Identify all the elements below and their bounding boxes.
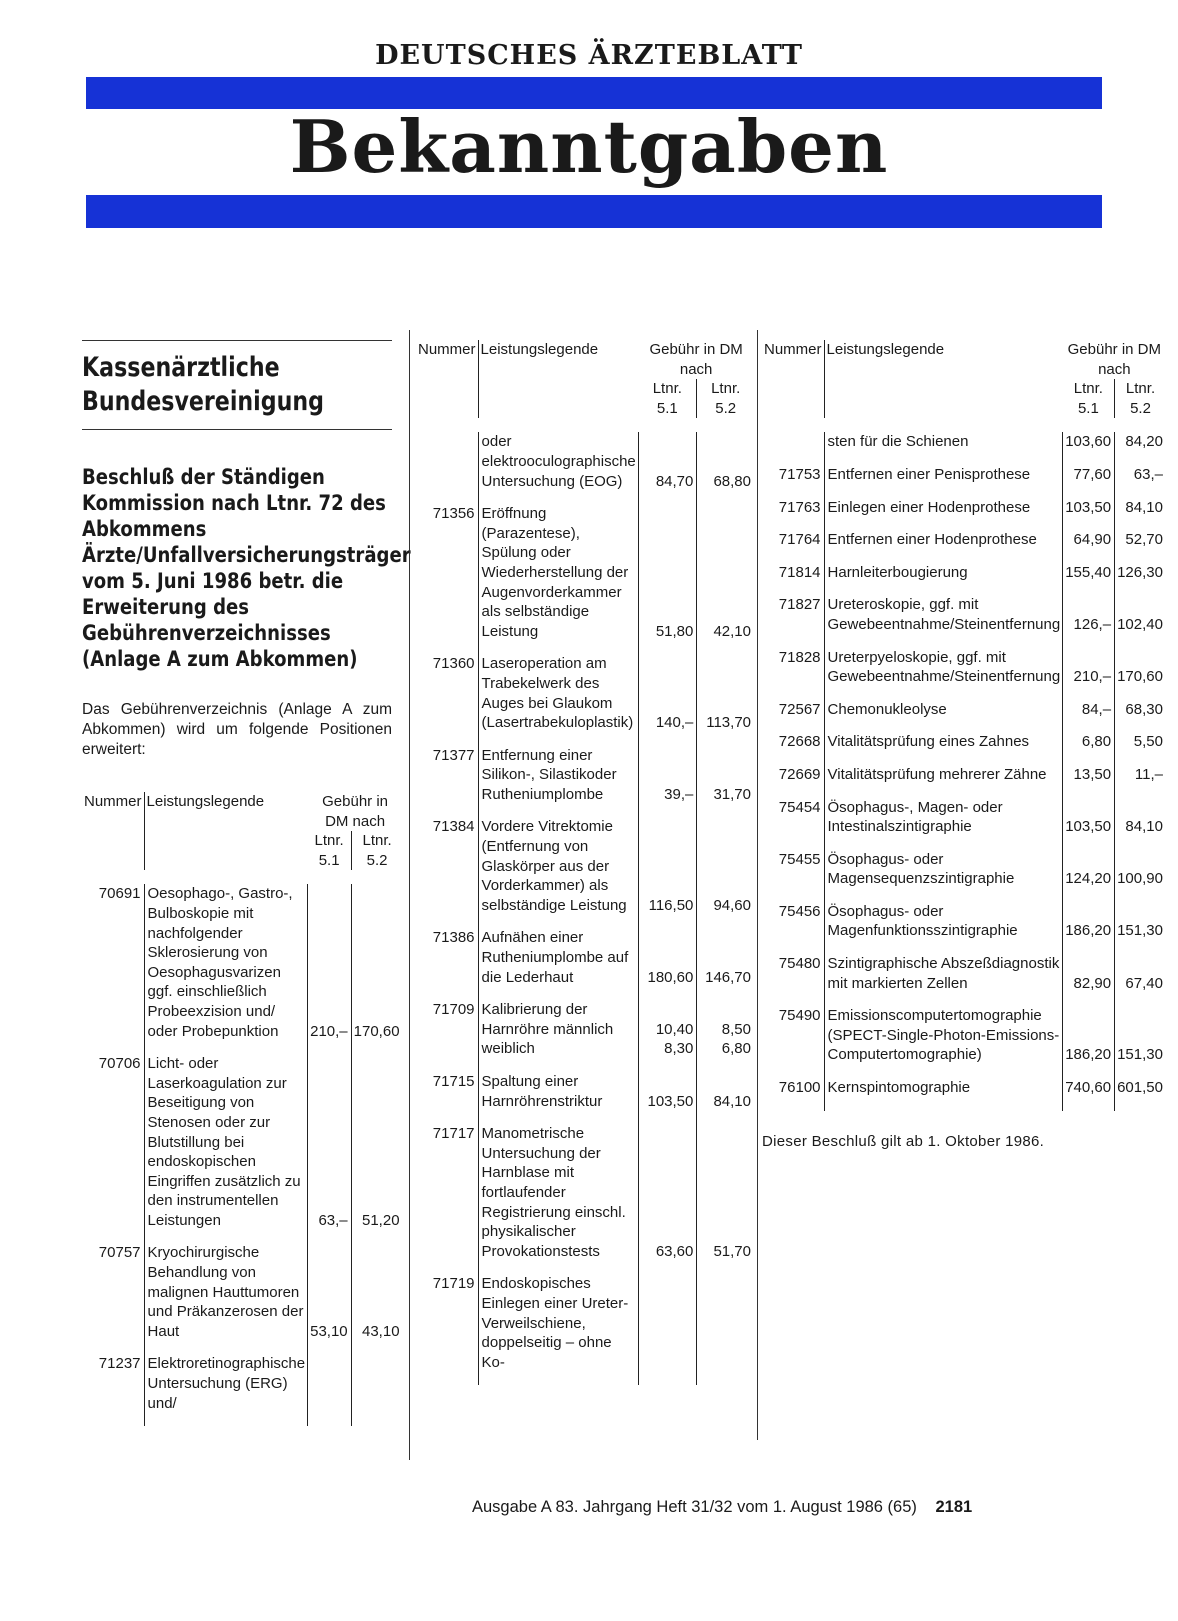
fee-value-5-1: 103,60: [1063, 432, 1115, 465]
fee-value-5-2: 113,70: [697, 654, 754, 745]
header-legend: Leistungslegende: [478, 340, 638, 418]
fee-number: 71360: [432, 655, 475, 673]
fee-value-5-1: 140,–: [638, 654, 697, 745]
fee-value-5-1: 103,50: [1063, 498, 1115, 531]
header-number: Nummer: [84, 793, 142, 810]
header-legend: Leistungslegende: [144, 792, 308, 870]
fee-legend: Entfernen einer Penisprothese: [824, 465, 1063, 498]
fee-value-5-1: 82,90: [1063, 954, 1115, 1006]
table-row: [82, 884, 403, 1054]
fee-value-5-1: 13,50: [1063, 765, 1115, 798]
fee-value-5-2: 51,20: [351, 1054, 402, 1243]
fee-legend: Entfernen einer Hodenprothese: [824, 530, 1063, 563]
fee-number: 76100: [778, 1079, 821, 1097]
header-fee: Gebühr in DM nach: [322, 793, 389, 830]
fee-number: 71753: [778, 465, 821, 483]
fee-value-5-2: 11,–: [1115, 765, 1166, 798]
fee-value-5-1: 186,20: [1063, 902, 1115, 954]
fee-value-5-2: 84,10: [697, 1072, 754, 1124]
table-row: [82, 1354, 403, 1426]
column-divider: [409, 330, 410, 1460]
fee-value-5-2: 67,40: [1115, 954, 1166, 1006]
fee-value-5-1: 124,20: [1063, 850, 1115, 902]
fee-value-5-2: 601,50: [1115, 1078, 1166, 1111]
fee-legend: oder elektrooculographische Untersuchung (EOG): [478, 432, 638, 504]
fee-legend: Vitalitätsprüfung eines Zahnes: [824, 732, 1063, 765]
fee-number: 75456: [778, 902, 821, 920]
fee-legend: Vordere Vitrektomie (Entfernung von Glaskörper aus der Vorderkammer) als selbständige Leistung: [478, 817, 638, 928]
fee-value-5-2: 126,30: [1115, 563, 1166, 596]
header-ltnr-5-2: Ltnr. 5.2: [697, 379, 754, 418]
fee-legend: Spaltung einer Harnröhrenstriktur: [478, 1072, 638, 1124]
fee-value-5-1: 740,60: [1063, 1078, 1115, 1111]
fee-table-3: [762, 340, 1166, 1111]
fee-legend: Ösophagus- oder Magensequenzszintigraphie: [824, 850, 1063, 902]
fee-legend: Manometrische Untersuchung der Harnblase mit fortlaufender Registrierung einschl. physikalischer Provokationstests: [478, 1124, 638, 1274]
fee-number: 72669: [778, 765, 821, 783]
fee-legend: Ureterpyeloskopie, ggf. mit Gewebeentnahme/Steinentfernung: [824, 648, 1063, 700]
fee-number: 71356: [432, 505, 475, 523]
header-ltnr-5-2: Ltnr. 5.2: [1115, 379, 1166, 418]
fee-legend: Vitalitätsprüfung mehrerer Zähne: [824, 765, 1063, 798]
fee-value-5-1: 84,70: [638, 432, 697, 504]
table-row: [416, 1124, 754, 1274]
fee-legend: Einlegen einer Hodenprothese: [824, 498, 1063, 531]
table-row: [416, 1274, 754, 1385]
header-ltnr-5-1: Ltnr. 5.1: [314, 832, 344, 869]
fee-legend: Kernspintomographie: [824, 1078, 1063, 1111]
fee-legend: Aufnähen einer Rutheniumplombe auf die Lederhaut: [478, 928, 638, 1000]
fee-number: 70691: [98, 885, 141, 903]
table-row: [762, 700, 1166, 733]
fee-table-2: [416, 340, 754, 1385]
divider: [82, 340, 392, 341]
header-ltnr-5-1: Ltnr. 5.1: [652, 380, 682, 417]
fee-value-5-2: 84,20: [1115, 432, 1166, 465]
fee-number: 75454: [778, 798, 821, 816]
fee-number: [762, 432, 824, 465]
table-row: [762, 595, 1166, 647]
column-divider: [757, 330, 758, 1440]
table-row: [416, 746, 754, 818]
organization-heading: Kassenärztliche Bundesvereinigung: [82, 352, 324, 417]
fee-value-5-1: 53,10: [308, 1243, 352, 1354]
fee-value-5-2: 52,70: [1115, 530, 1166, 563]
fee-table-1: [82, 792, 403, 1426]
table-row: [762, 648, 1166, 700]
fee-value-5-1: 155,40: [1063, 563, 1115, 596]
fee-number: 71763: [778, 498, 821, 516]
fee-legend: Endoskopisches Einlegen einer Ureter-Verweilschiene, doppelseitig – ohne Ko-: [478, 1274, 638, 1385]
fee-value-5-1: 210,–: [1063, 648, 1115, 700]
fee-legend: Emissionscomputertomographie (SPECT-Single-Photon-Emissions-Computertomographie): [824, 1006, 1063, 1078]
column-3: [762, 340, 1163, 1150]
fee-value-5-2: 68,30: [1115, 700, 1166, 733]
intro-text: Das Gebührenverzeichnis (Anlage A zum Abkommen) wird um folgende Positionen erweitert:: [82, 701, 392, 758]
fee-value-5-1: [308, 1354, 352, 1426]
fee-legend: Licht- oder Laserkoagulation zur Beseitigung von Stenosen oder zur Blutstillung bei endoskopischen Eingriffen zusätzlich zu den instrumentellen Leistungen: [144, 1054, 308, 1243]
header-fee: Gebühr in DM nach: [649, 341, 743, 378]
table-row: [416, 1000, 754, 1072]
table-row: [762, 563, 1166, 596]
divider: [82, 429, 392, 430]
fee-number: 70706: [98, 1055, 141, 1073]
column-1: [82, 340, 411, 1426]
fee-legend: sten für die Schienen: [824, 432, 1063, 465]
table-row: [762, 498, 1166, 531]
fee-value-5-2: [697, 1274, 754, 1385]
table-row: [416, 928, 754, 1000]
fee-value-5-1: [638, 1274, 697, 1385]
fee-legend: Eröffnung (Parazentese), Spülung oder Wiederherstellung der Augenvorderkammer als selbständige Leistung: [478, 504, 638, 654]
fee-number: 75480: [778, 955, 821, 973]
fee-value-5-2: 31,70: [697, 746, 754, 818]
masthead: DEUTSCHES ÄRZTEBLATT: [375, 40, 803, 71]
fee-number: [416, 432, 478, 504]
fee-value-5-1: 84,–: [1063, 700, 1115, 733]
fee-legend: Oesophago-, Gastro-, Bulboskopie mit nachfolgender Sklerosierung von Oesophagusvarizen ggf. einschließlich Probeexzision und/ oder Probepunktion: [144, 884, 308, 1054]
fee-value-5-2: 84,10: [1115, 798, 1166, 850]
fee-value-5-1: 63,60: [638, 1124, 697, 1274]
fee-value-5-1: 186,20: [1063, 1006, 1115, 1078]
section-title: Bekanntgaben: [289, 104, 889, 189]
fee-legend: Entfernung einer Silikon-, Silastikoder Rutheniumplombe: [478, 746, 638, 818]
fee-value-5-2: 68,80: [697, 432, 754, 504]
fee-value-5-2: 42,10: [697, 504, 754, 654]
issue-info: Ausgabe A 83. Jahrgang Heft 31/32 vom 1. August 1986 (65): [472, 1498, 917, 1516]
table-row: [762, 1078, 1166, 1111]
header-ltnr-5-2: Ltnr. 5.2: [351, 831, 402, 870]
fee-legend: Chemonukleolyse: [824, 700, 1063, 733]
header-ltnr-5-1: Ltnr. 5.1: [1073, 380, 1103, 417]
fee-legend: Elektroretinographische Untersuchung (ERG) und/: [144, 1354, 308, 1426]
blue-banner-bottom: [86, 195, 1102, 228]
fee-number: 71237: [98, 1355, 141, 1373]
fee-value-5-1: 51,80: [638, 504, 697, 654]
table-row: [762, 902, 1166, 954]
fee-value-5-2: 102,40: [1115, 595, 1166, 647]
fee-number: 75490: [778, 1007, 821, 1025]
fee-number: 75455: [778, 850, 821, 868]
fee-value-5-1: 64,90: [1063, 530, 1115, 563]
fee-number: 70757: [98, 1244, 141, 1262]
fee-value-5-2: 100,90: [1115, 850, 1166, 902]
fee-value-5-2: 170,60: [351, 884, 402, 1054]
header-legend: Leistungslegende: [824, 340, 1063, 418]
fee-value-5-2: 151,30: [1115, 902, 1166, 954]
fee-value-5-1: 103,50: [638, 1072, 697, 1124]
fee-value-5-1: 103,50: [1063, 798, 1115, 850]
table-row: [762, 954, 1166, 1006]
table-row: [762, 850, 1166, 902]
fee-legend: Kryochirurgische Behandlung von malignen Hauttumoren und Präkanzerosen der Haut: [144, 1243, 308, 1354]
fee-number: 71814: [778, 563, 821, 581]
fee-value-5-2: 8,50 6,80: [697, 1000, 754, 1072]
table-row: [416, 504, 754, 654]
fee-number: 71386: [432, 929, 475, 947]
fee-value-5-1: 180,60: [638, 928, 697, 1000]
fee-value-5-2: [351, 1354, 402, 1426]
fee-value-5-1: 116,50: [638, 817, 697, 928]
fee-number: 71377: [432, 746, 475, 764]
fee-legend: Ösophagus-, Magen- oder Intestinalszintigraphie: [824, 798, 1063, 850]
fee-value-5-1: 10,40 8,30: [638, 1000, 697, 1072]
table-row: [762, 530, 1166, 563]
fee-value-5-2: 151,30: [1115, 1006, 1166, 1078]
fee-value-5-2: 84,10: [1115, 498, 1166, 531]
fee-legend: Ösophagus- oder Magenfunktionsszintigraphie: [824, 902, 1063, 954]
table-row: [416, 1072, 754, 1124]
fee-value-5-2: 63,–: [1115, 465, 1166, 498]
fee-number: 71709: [432, 1001, 475, 1019]
fee-value-5-2: 146,70: [697, 928, 754, 1000]
page-footer: [472, 1498, 1102, 1517]
header-number: Nummer: [764, 341, 822, 358]
fee-number: 72567: [778, 700, 821, 718]
fee-number: 72668: [778, 733, 821, 751]
fee-value-5-2: 170,60: [1115, 648, 1166, 700]
fee-value-5-2: 5,50: [1115, 732, 1166, 765]
fee-value-5-2: 94,60: [697, 817, 754, 928]
fee-number: 71827: [778, 596, 821, 614]
fee-number: 71719: [432, 1275, 475, 1293]
fee-number: 71717: [432, 1125, 475, 1143]
fee-legend: Harnleiterbougierung: [824, 563, 1063, 596]
header-fee: Gebühr in DM nach: [1067, 341, 1162, 378]
table-row: [762, 765, 1166, 798]
fee-legend: Kalibrierung der Harnröhre männlich weiblich: [478, 1000, 638, 1072]
fee-value-5-1: 63,–: [308, 1054, 352, 1243]
fee-number: 71828: [778, 648, 821, 666]
fee-value-5-1: 210,–: [308, 884, 352, 1054]
table-row: [762, 798, 1166, 850]
header-number: Nummer: [418, 341, 476, 358]
table-row: [416, 817, 754, 928]
column-2: [416, 340, 754, 1385]
fee-legend: Szintigraphische Abszeßdiagnostik mit markierten Zellen: [824, 954, 1063, 1006]
closing-note: Dieser Beschluß gilt ab 1. Oktober 1986.: [762, 1132, 1045, 1150]
fee-value-5-1: 126,–: [1063, 595, 1115, 647]
table-row: [762, 732, 1166, 765]
fee-legend: Ureteroskopie, ggf. mit Gewebeentnahme/Steinentfernung: [824, 595, 1063, 647]
fee-number: 71715: [432, 1073, 475, 1090]
page-number: 2181: [935, 1498, 973, 1516]
article-headline: Beschluß der Ständigen Kommission nach Ltnr. 72 des Abkommens Ärzte/Unfallversicherungsträger vom 5. Juni 1986 betr. die Erweiterung des Gebührenverzeichnisses (Anlage A zum Abkommen): [82, 465, 411, 671]
fee-value-5-1: 77,60: [1063, 465, 1115, 498]
table-row: [762, 1006, 1166, 1078]
table-row: [762, 432, 1166, 465]
fee-number: 71764: [778, 531, 821, 549]
table-row: [416, 654, 754, 745]
fee-value-5-1: 6,80: [1063, 732, 1115, 765]
fee-value-5-2: 51,70: [697, 1124, 754, 1274]
table-row: [82, 1243, 403, 1354]
table-row: [416, 432, 754, 504]
table-row: [762, 465, 1166, 498]
table-row: [82, 1054, 403, 1243]
fee-legend: Laseroperation am Trabekelwerk des Auges bei Glaukom (Lasertrabekuloplastik): [478, 654, 638, 745]
fee-value-5-2: 43,10: [351, 1243, 402, 1354]
fee-number: 71384: [432, 818, 475, 836]
fee-value-5-1: 39,–: [638, 746, 697, 818]
